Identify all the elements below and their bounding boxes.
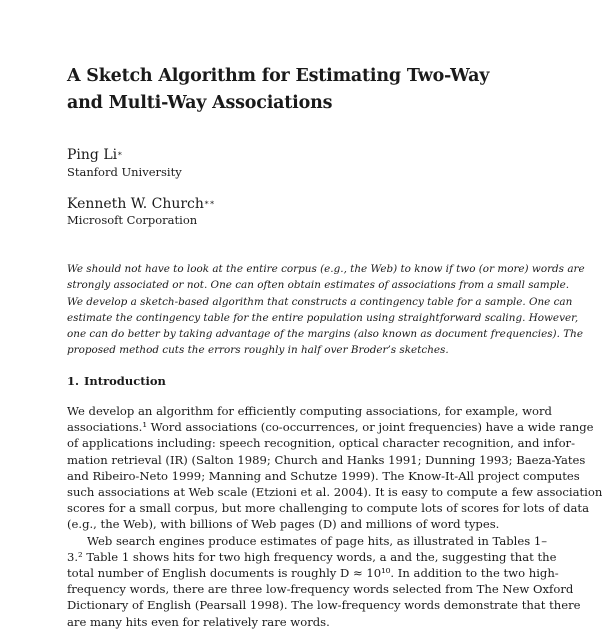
abstract [67, 261, 585, 359]
abstract-line: estimate the contingency table for the entire population using straightforward scaling. However, [67, 311, 579, 324]
title-line: A Sketch Algorithm for Estimating Two-Way [67, 66, 490, 86]
author-footnote-mark: ∗∗ [203, 198, 215, 207]
abstract-line: proposed method cuts the errors roughly in half over Broder’s sketches. [67, 344, 449, 357]
author-name: Ping Li∗ [67, 147, 123, 163]
section-heading [67, 374, 166, 388]
body-line: and Ribeiro-Neto 1999; Manning and Schutze 1999). The Know-It-All project computes [67, 468, 580, 483]
body-line: such associations at Web scale (Etzioni et al. 2004). It is easy to compute a few association [67, 485, 602, 500]
abstract-line: We develop a sketch-based algorithm that constructs a contingency table for a sample. One can [67, 295, 573, 308]
body-line: associations.¹ Word associations (co-occurrences, or joint frequencies) have a wide range [67, 420, 594, 435]
body-line: (e.g., the Web), with billions of Web pages (D) and millions of word types. [67, 517, 500, 532]
body-line: are many hits even for relatively rare words. [67, 614, 330, 629]
author-name: Kenneth W. Church∗∗ [67, 196, 215, 212]
body-line: frequency words, there are three low-frequency words selected from The New Oxford [67, 582, 574, 597]
abstract-line: one can do better by taking advantage of the margins (also known as document frequencies). The [67, 328, 583, 341]
body-line: total number of English documents is roughly D ≈ 10¹⁰. In addition to the two high- [67, 566, 559, 581]
author-footnote-mark: ∗ [117, 149, 123, 158]
body-line: of applications including: speech recognition, optical character recognition, and infor- [67, 436, 576, 451]
body-line: mation retrieval (IR) (Salton 1989; Church and Hanks 1991; Dunning 1993; Baeza-Yates [67, 452, 586, 467]
abstract-line: strongly associated or not. One can often obtain estimates of associations from a small sample. [67, 279, 570, 292]
body-line: 3.² Table 1 shows hits for two high frequency words, a and the, suggesting that the [67, 549, 557, 564]
body-line: scores for a small corpus, but more challenging to compute lots of scores for lots of data [67, 501, 589, 516]
title-line: and Multi-Way Associations [67, 93, 333, 113]
body-line: Dictionary of English (Pearsall 1998). The low-frequency words demonstrate that there [67, 598, 581, 613]
body-text [67, 403, 602, 629]
author-affiliation: Microsoft Corporation [67, 213, 198, 227]
body-line: We develop an algorithm for efficiently computing associations, for example, word [67, 404, 552, 418]
abstract-line: We should not have to look at the entire corpus (e.g., the Web) to know if two (or more) words are [67, 263, 585, 275]
section-number: 1. [67, 374, 80, 388]
paper-title [67, 63, 547, 117]
body-line: Web search engines produce estimates of page hits, as illustrated in Tables 1– [87, 533, 548, 548]
author-affiliation: Stanford University [67, 165, 182, 179]
section-title: Introduction [84, 374, 166, 388]
